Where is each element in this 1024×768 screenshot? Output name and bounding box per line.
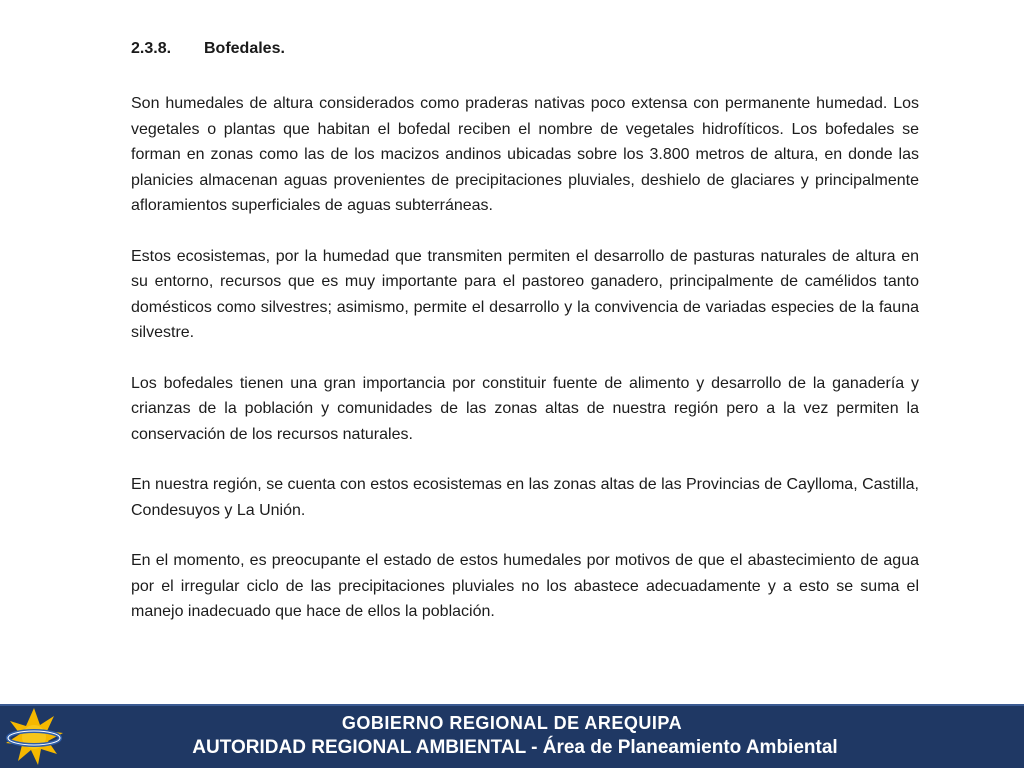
body-text: [131, 91, 919, 650]
footer-separator: -: [525, 737, 543, 758]
section-title: Bofedales.: [204, 40, 285, 57]
footer-department: [100, 737, 930, 759]
footer-area: Área de Planeamiento Ambiental: [542, 737, 838, 758]
paragraph-3: Los bofedales tienen una gran importancia por constituir fuente de alimento y desarrollo de la ganadería y crianzas de la población y comunidades de las zonas altas de nuestra región pero a la vez permiten la conservación de los recursos naturales.: [131, 374, 919, 443]
paragraph-1: Son humedales de altura considerados como praderas nativas poco extensa con permanente humedad. Los vegetales o plantas que habitan el bofedal reciben el nombre de vegetales hidrofíticos. Los bofedales se forman en zonas como las de los macizos andinos ubicadas sobre los 3.800 metros de altura, en donde las planicies almacenan aguas provenientes de precipitaciones pluviales, deshielo de glaciares y principalmente afloramientos superficiales de aguas subterráneas.: [131, 95, 919, 214]
footer-band: [0, 704, 1024, 768]
paragraph-4: En nuestra región, se cuenta con estos ecosistemas en las zonas altas de las Provincias de Caylloma, Castilla, Condesuyos y La Unión.: [131, 476, 919, 519]
paragraph-5: En el momento, es preocupante el estado de estos humedales por motivos de que el abastecimiento de agua por el irregular ciclo de las precipitaciones pluviales no los abastece adecuadamente y a esto se suma el manejo inadecuado que hace de ellos la población.: [131, 552, 919, 620]
section-number: 2.3.8.: [131, 40, 172, 57]
paragraph-2: Estos ecosistemas, por la humedad que transmiten permiten el desarrollo de pasturas naturales de altura en su entorno, recursos que es muy importante para el pastoreo ganadero, principalmente de camélidos tanto domésticos como silvestres; asimismo, permite el desarrollo y la convivencia de variadas especies de la fauna silvestre.: [131, 247, 919, 341]
section-heading: [131, 40, 285, 58]
footer-organization: GOBIERNO REGIONAL DE AREQUIPA: [341, 713, 683, 733]
footer-authority: AUTORIDAD REGIONAL AMBIENTAL: [192, 737, 526, 758]
